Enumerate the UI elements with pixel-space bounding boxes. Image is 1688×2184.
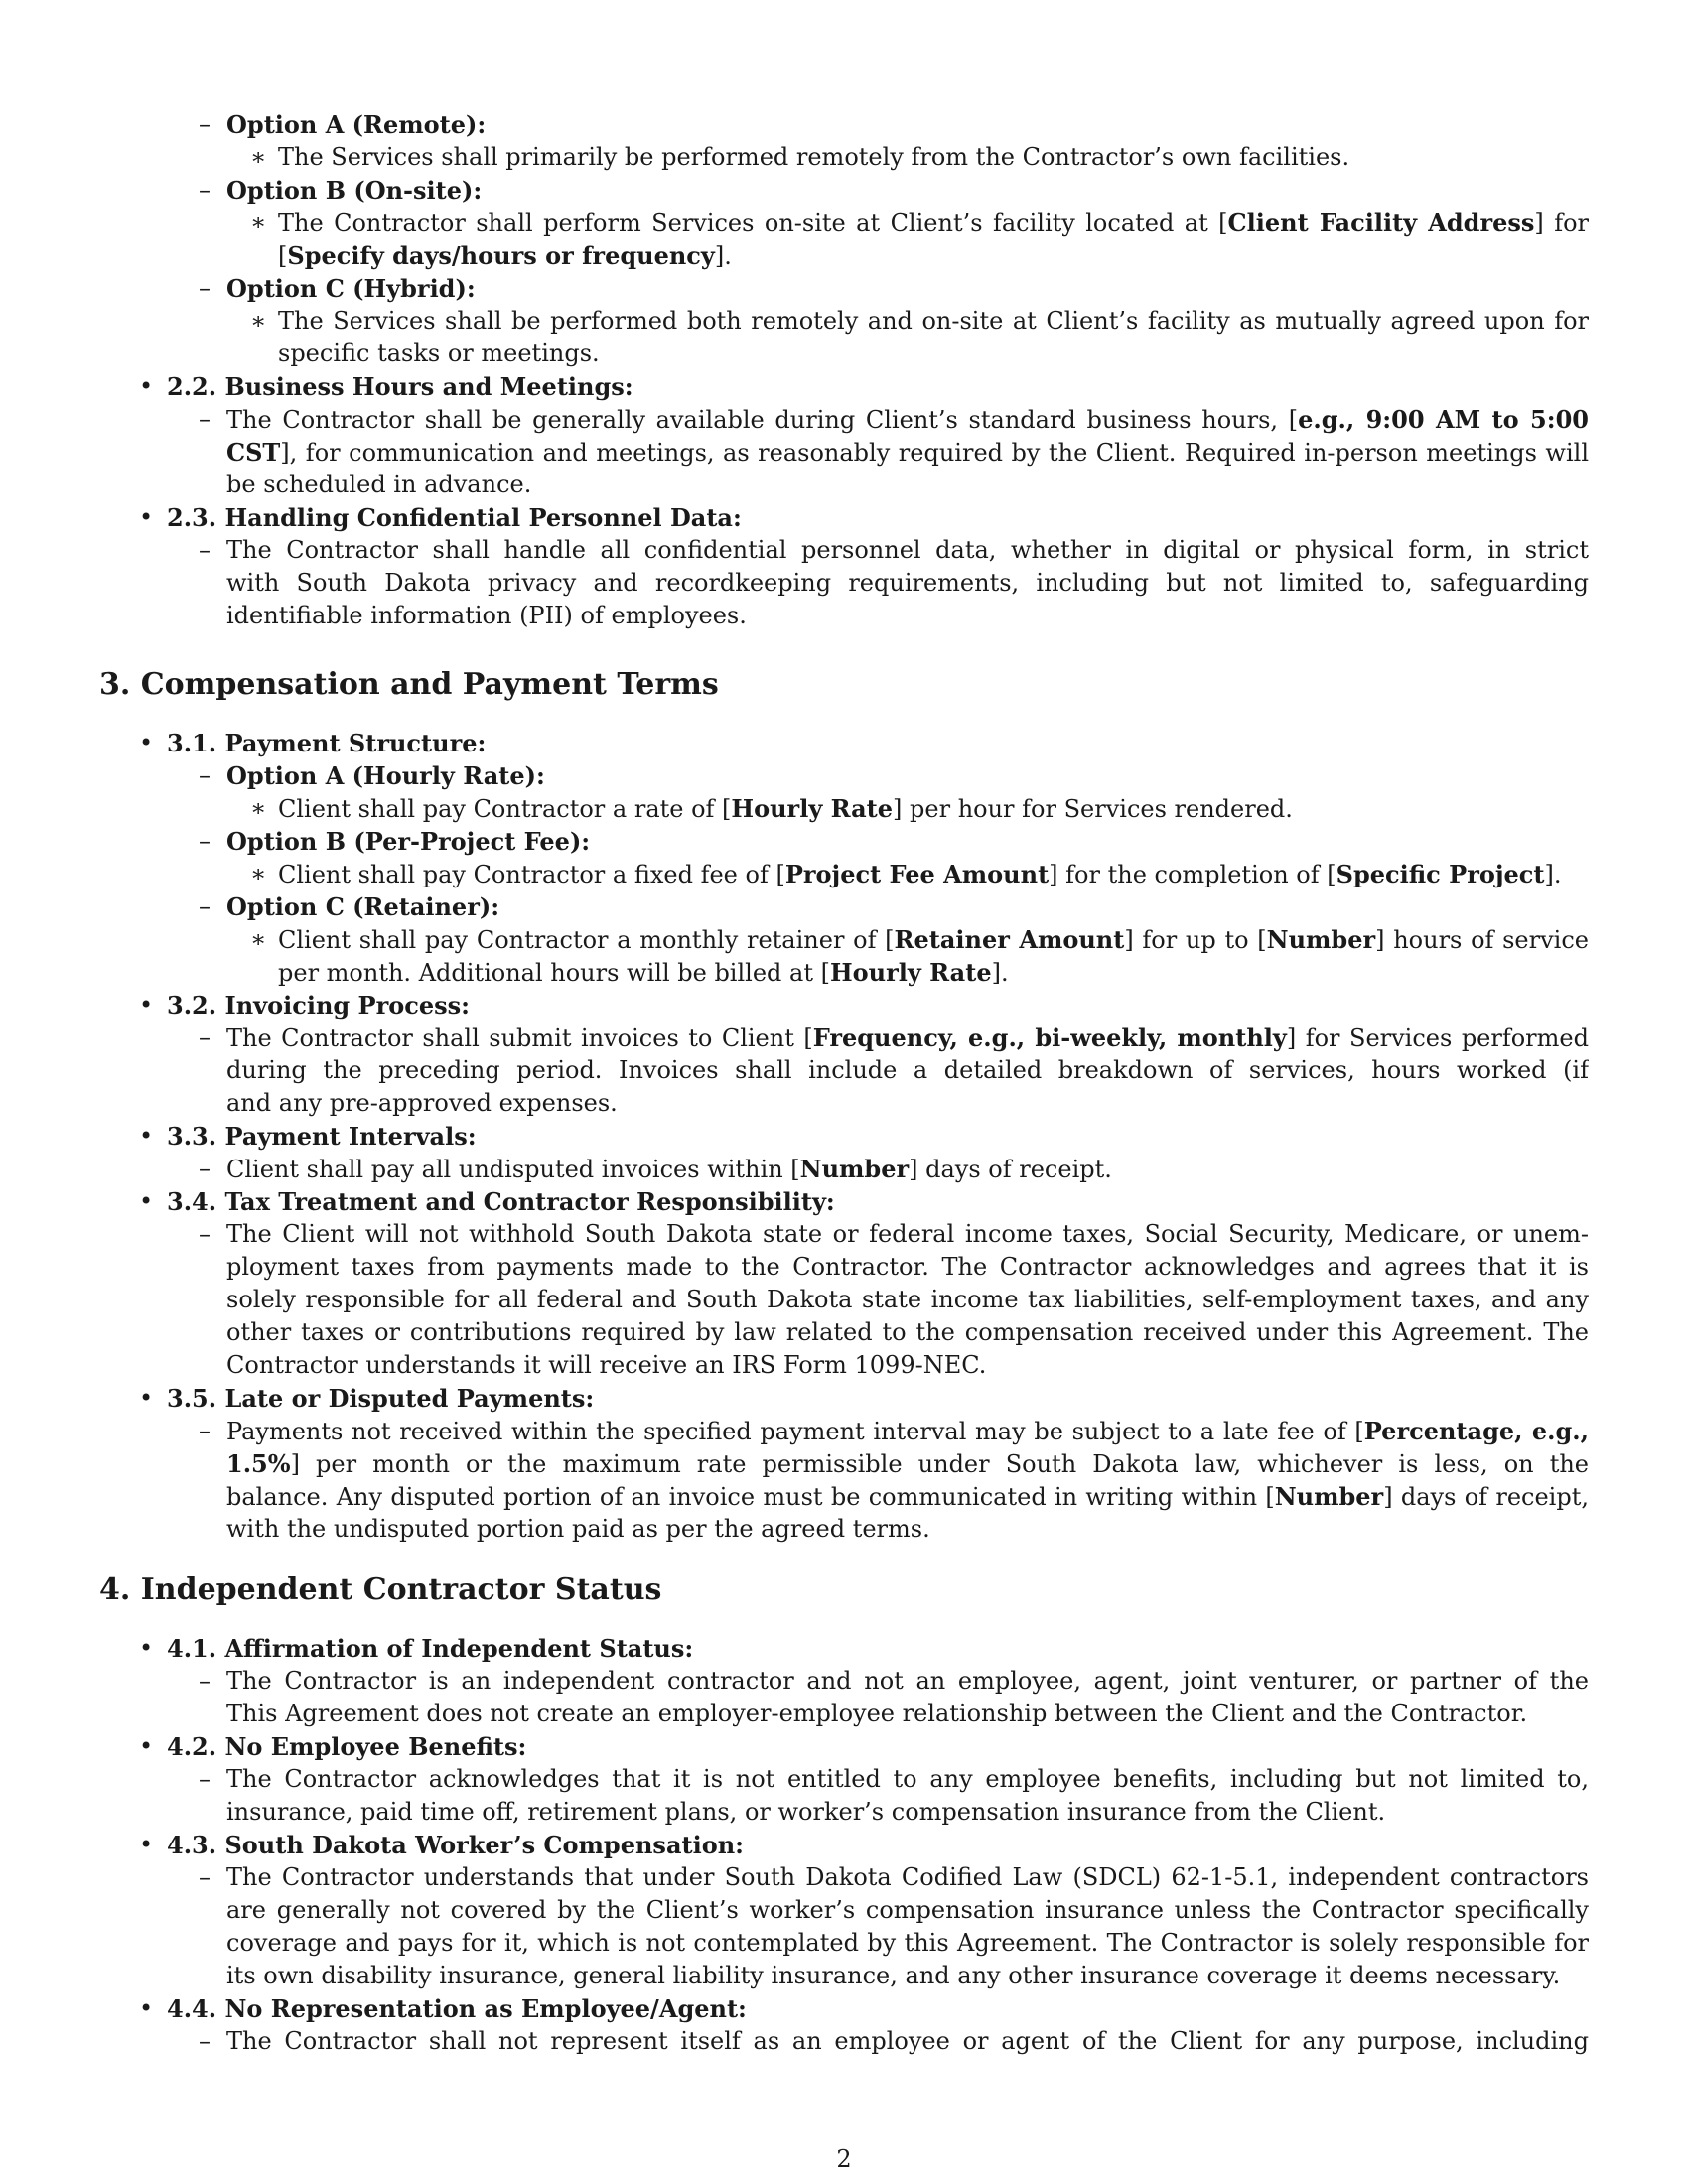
bold-text: Percentage, e.g., [1363, 1417, 1589, 1445]
text-line [226, 108, 486, 142]
bold-text: CST [226, 438, 281, 467]
text-line [226, 1251, 1589, 1284]
text-line [226, 2025, 1589, 2058]
text-segment: ]. [991, 959, 1009, 987]
bold-text: Client Facility Address [1227, 208, 1535, 237]
bold-text: 4.2. No Employee Benefits: [167, 1732, 527, 1761]
text-segment: and any pre-approved expenses. [226, 1089, 618, 1117]
asterisk-marker: ∗ [250, 208, 267, 236]
text-segment: ] for the completion of [ [1049, 861, 1336, 888]
text-segment: ]. [714, 242, 732, 270]
text-line [167, 1120, 477, 1154]
dash-marker: – [199, 1220, 211, 1248]
bullet-marker: • [139, 372, 154, 400]
text-segment: The Contractor is an independent contractor and not an employee, agent, joint venturer, or partner of the [226, 1667, 1589, 1695]
text-segment: The Services shall be performed both remotely and on-site at Client’s facility as mutually agreed upon for [278, 307, 1589, 335]
bullet-marker: • [139, 1122, 154, 1150]
text-segment: This Agreement does not create an employer-employee relationship between the Client and the Contractor. [226, 1700, 1528, 1727]
text-line [226, 1054, 1589, 1087]
text-line [167, 989, 470, 1023]
text-line [226, 1698, 1527, 1730]
bold-text: Hourly Rate [731, 794, 894, 823]
text-line [226, 567, 1589, 600]
text-line [167, 1829, 744, 1862]
text-line [167, 727, 486, 760]
text-line [226, 1316, 1589, 1349]
asterisk-marker: ∗ [250, 925, 267, 953]
text-line [167, 1185, 835, 1219]
bold-text: 4.3. South Dakota Worker’s Compensation: [167, 1831, 745, 1859]
dash-marker: – [199, 761, 211, 789]
bold-text: Project Fee Amount [784, 860, 1050, 888]
text-segment: ] for Services performed [1286, 1024, 1589, 1052]
text-segment: ] for [1534, 209, 1589, 237]
text-segment: Client shall pay Contractor a monthly retainer of [ [278, 926, 895, 954]
text-segment: The Contractor shall submit invoices to Client [ [226, 1024, 813, 1052]
bullet-marker: • [139, 1187, 154, 1215]
text-line [167, 501, 742, 535]
text-line [226, 1763, 1589, 1796]
text-segment: balance. Any disputed portion of an invoice must be communicated in writing within [ [226, 1483, 1275, 1511]
text-line [226, 272, 476, 306]
text-segment: Client shall pay Contractor a fixed fee of [ [278, 861, 785, 888]
text-line [167, 1632, 693, 1666]
bullet-marker: • [139, 1994, 154, 2022]
text-segment: ] for up to [ [1124, 926, 1267, 954]
bold-text: Number [1274, 1482, 1384, 1511]
bold-text: 3.2. Invoicing Process: [167, 991, 470, 1020]
text-segment: The Contractor acknowledges that it is not entitled to any employee benefits, including but not limited to, [226, 1765, 1589, 1793]
bold-text: 4.4. No Representation as Employee/Agent: [167, 1994, 747, 2023]
text-segment: ] hours of service [1375, 926, 1589, 954]
text-segment: ] days of receipt. [909, 1156, 1112, 1183]
dash-marker: – [199, 1765, 211, 1793]
bullet-marker: • [139, 1831, 154, 1858]
text-line [226, 174, 482, 207]
dash-marker: – [199, 827, 211, 855]
text-segment: [ [278, 242, 288, 270]
dash-marker: – [199, 536, 211, 564]
text-segment: The Contractor shall handle all confidential personnel data, whether in digital or physical form, in strict [226, 536, 1589, 564]
text-segment: its own disability insurance, general liability insurance, and any other insurance coverage it deems necessary. [226, 1962, 1561, 1989]
text-line [226, 1022, 1589, 1054]
text-segment: Client shall pay Contractor a rate of [ [278, 795, 732, 823]
text-line [226, 1861, 1589, 1894]
text-line [278, 305, 1589, 338]
text-line [278, 206, 1589, 239]
text-segment: Contractor understands it will receive an IRS Form 1099-NEC. [226, 1351, 987, 1379]
text-line [226, 600, 747, 632]
bold-text: Option A (Remote): [226, 110, 487, 139]
text-line [226, 1087, 618, 1120]
text-segment: The Services shall primarily be performed remotely from the Contractor’s own facilities. [278, 143, 1350, 171]
text-segment: ] days of receipt, [1383, 1483, 1589, 1511]
text-segment: The Contractor understands that under South Dakota Codified Law (SDCL) 62-1-5.1, independent contractors [226, 1863, 1589, 1891]
text-segment: identifiable information (PII) of employees. [226, 602, 747, 629]
text-line [226, 534, 1589, 567]
text-line [226, 436, 1589, 469]
bold-text: 1.5% [226, 1449, 291, 1478]
text-line [226, 1415, 1589, 1447]
dash-marker: – [199, 110, 211, 138]
text-segment: ployment taxes from payments made to the Contractor. The Contractor acknowledges and agrees that it is [226, 1253, 1589, 1281]
text-line [167, 1382, 594, 1416]
bullet-marker: • [139, 1634, 154, 1662]
bold-text: 4.1. Affirmation of Independent Status: [167, 1634, 694, 1663]
dash-marker: – [199, 274, 211, 302]
text-segment: The Contractor shall be generally available during Client’s standard business hours, [ [226, 406, 1299, 434]
text-line [167, 370, 633, 404]
bullet-marker: • [139, 1384, 154, 1412]
section-heading-3: 3. Compensation and Payment Terms [99, 667, 719, 702]
text-line [226, 1796, 1385, 1829]
dash-marker: – [199, 1024, 211, 1051]
text-line [278, 858, 1562, 891]
text-line [226, 1960, 1560, 1992]
text-line [167, 1992, 747, 2026]
text-line [226, 1153, 1112, 1186]
text-line [226, 1665, 1589, 1698]
text-segment: during the preceding period. Invoices shall include a detailed breakdown of services, hours worked (if [226, 1056, 1589, 1084]
text-line [226, 890, 499, 924]
bold-text: Option B (Per-Project Fee): [226, 827, 591, 856]
bold-text: Option A (Hourly Rate): [226, 761, 545, 790]
text-line [226, 469, 531, 501]
text-line [226, 1349, 986, 1382]
bullet-marker: • [139, 729, 154, 756]
text-segment: Client shall pay all undisputed invoices within [ [226, 1156, 800, 1183]
bold-text: Specify days/hours or frequency [287, 241, 715, 270]
bold-text: Frequency, e.g., bi-weekly, monthly [812, 1024, 1287, 1052]
asterisk-marker: ∗ [250, 143, 267, 171]
text-line [278, 141, 1349, 174]
bold-text: 3.3. Payment Intervals: [167, 1122, 477, 1151]
text-line [167, 1730, 526, 1764]
text-line [226, 1894, 1589, 1927]
bold-text: 2.3. Handling Confidential Personnel Data: [167, 503, 742, 532]
bold-text: Retainer Amount [894, 925, 1125, 954]
text-segment: ] per month or the maximum rate permissible under South Dakota law, whichever is less, on the [290, 1450, 1589, 1478]
text-segment: with the undisputed portion paid as per the agreed terms. [226, 1515, 930, 1543]
text-line [226, 759, 545, 793]
bullet-marker: • [139, 991, 154, 1019]
section-heading-4: 4. Independent Contractor Status [99, 1572, 662, 1607]
text-segment: ]. [1544, 861, 1562, 888]
dash-marker: – [199, 892, 211, 920]
text-line [226, 1284, 1589, 1316]
asterisk-marker: ∗ [250, 860, 267, 887]
dash-marker: – [199, 1155, 211, 1182]
text-segment: ], for communication and meetings, as reasonably required by the Client. Required in-person meetings will [280, 439, 1589, 467]
page-number: 2 [836, 2145, 852, 2173]
text-segment: Payments not received within the specified payment interval may be subject to a late fee of [ [226, 1418, 1364, 1445]
text-line [226, 1513, 930, 1546]
text-segment: are generally not covered by the Client’s worker’s compensation insurance unless the Contractor specifically [226, 1896, 1589, 1924]
bullet-marker: • [139, 503, 154, 531]
bold-text: 3.4. Tax Treatment and Contractor Responsibility: [167, 1187, 835, 1216]
dash-marker: – [199, 405, 211, 433]
text-segment: other taxes or contributions required by law related to the compensation received under this Agreement. The [226, 1318, 1589, 1346]
text-segment: The Contractor shall not represent itself as an employee or agent of the Client for any purpose, including [226, 2027, 1589, 2055]
bold-text: e.g., 9:00 AM to 5:00 [1298, 405, 1589, 434]
text-segment: specific tasks or meetings. [278, 340, 600, 367]
text-line [226, 825, 590, 859]
text-line [278, 792, 1293, 826]
bold-text: 3.5. Late or Disputed Payments: [167, 1384, 595, 1413]
text-segment: with South Dakota privacy and recordkeeping requirements, including but not limited to, safeguarding [226, 569, 1589, 597]
text-segment: insurance, paid time off, retirement plans, or worker’s compensation insurance from the Client. [226, 1798, 1386, 1826]
text-line [226, 1927, 1589, 1960]
dash-marker: – [199, 1417, 211, 1444]
text-line [226, 1218, 1589, 1251]
text-segment: The Client will not withhold South Dakota state or federal income taxes, Social Security, Medicare, or unem- [226, 1220, 1589, 1248]
bullet-marker: • [139, 1732, 154, 1760]
bold-text: Number [799, 1155, 910, 1183]
dash-marker: – [199, 176, 211, 204]
text-segment: solely responsible for all federal and South Dakota state income tax liabilities, self-employment taxes, and any [226, 1286, 1589, 1313]
bold-text: Option C (Hybrid): [226, 274, 476, 303]
text-line [278, 923, 1589, 956]
bold-text: Option B (On-site): [226, 176, 483, 205]
bold-text: Option C (Retainer): [226, 892, 500, 921]
bold-text: 2.2. Business Hours and Meetings: [167, 372, 633, 401]
text-segment: ] per hour for Services rendered. [893, 795, 1293, 823]
text-segment: coverage and pays for it, which is not contemplated by this Agreement. The Contractor is solely responsible for [226, 1929, 1589, 1957]
asterisk-marker: ∗ [250, 307, 267, 335]
bold-text: Specific Project [1336, 860, 1545, 888]
dash-marker: – [199, 2027, 211, 2055]
text-segment: The Contractor shall perform Services on-site at Client’s facility located at [ [278, 209, 1228, 237]
bold-text: Number [1266, 925, 1376, 954]
text-segment: be scheduled in advance. [226, 471, 532, 498]
text-line [226, 1447, 1589, 1480]
text-line [278, 239, 732, 273]
text-segment: per month. Additional hours will be billed at [ [278, 959, 830, 987]
text-line [278, 956, 1009, 990]
text-line [278, 338, 600, 370]
bold-text: 3.1. Payment Structure: [167, 729, 487, 757]
bold-text: Hourly Rate [829, 958, 992, 987]
text-line [226, 1480, 1589, 1513]
text-line [226, 403, 1589, 436]
dash-marker: – [199, 1667, 211, 1695]
dash-marker: – [199, 1863, 211, 1891]
asterisk-marker: ∗ [250, 794, 267, 822]
